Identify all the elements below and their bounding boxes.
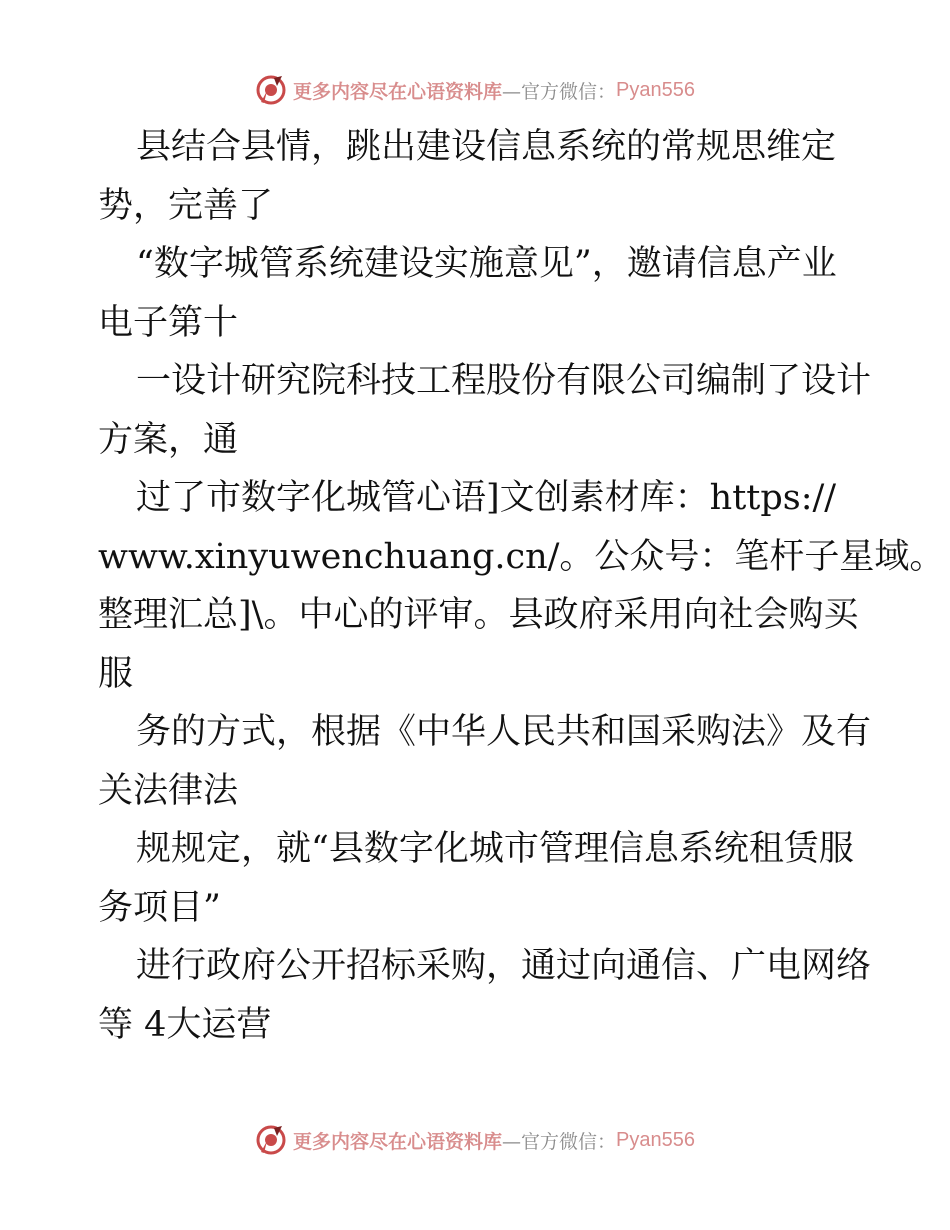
text-line: 一设计研究院科技工程股份有限公司编制了设计 [136, 361, 872, 401]
pen-logo-icon [255, 1124, 287, 1156]
text-line: 务项目” [98, 887, 221, 928]
text-line: 进行政府公开招标采购，通过向通信、广电网络 [136, 946, 872, 986]
text-line: 服 [98, 653, 134, 694]
text-line: www.xinyuwenchuang.cn/。公众号：笔杆子星域。 [98, 536, 945, 577]
watermark-wechat-label: —官方微信： [502, 1130, 617, 1153]
watermark-wechat-id: Pyan556 [616, 78, 695, 101]
text-line: 电子第十 [98, 302, 239, 343]
document-body [98, 118, 945, 1054]
text-line: 规规定，就“县数字化城市管理信息系统租赁服 [136, 829, 854, 869]
text-line: 等 4大运营 [98, 1004, 272, 1045]
text-line: 方案，通 [98, 419, 239, 460]
text-line: “数字城管系统建设实施意见”，邀请信息产业 [136, 244, 837, 284]
text-line: 关法律法 [98, 770, 239, 811]
watermark-wechat-id: Pyan556 [616, 1128, 695, 1151]
text-line: 县结合县情，跳出建设信息系统的常规思维定 [136, 127, 837, 167]
text-line: 整理汇总]\。中心的评审。县政府采用向社会购买 [98, 595, 859, 635]
text-line: 过了市数字化城管心语]文创素材库：https:// [136, 478, 837, 518]
watermark-wechat-label: —官方微信： [502, 80, 617, 103]
footer-watermark [0, 1120, 950, 1160]
text-line: 务的方式，根据《中华人民共和国采购法》及有 [136, 712, 872, 752]
pen-logo-icon [255, 74, 287, 106]
watermark-brand-text: 更多内容尽在心语资料库 [293, 80, 503, 103]
header-watermark [0, 70, 950, 110]
watermark-brand-text: 更多内容尽在心语资料库 [293, 1130, 503, 1153]
text-line: 势，完善了 [98, 185, 274, 226]
